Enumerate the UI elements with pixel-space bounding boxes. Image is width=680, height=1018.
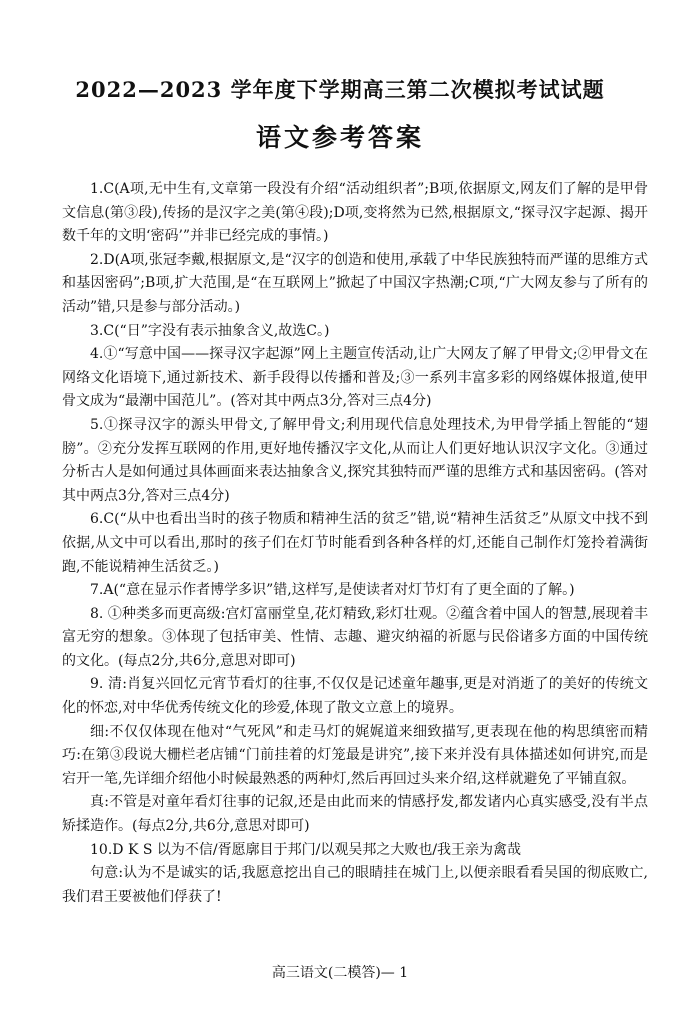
answer-key-heading: 语文参考答案 xyxy=(255,123,424,152)
answer-paragraph: 6.C(“从中也看出当时的孩子物质和精神生活的贫乏”错,说“精神生活贫乏”从原文中找不到依据,从文中可以看出,那时的孩子们在灯节时能看到各种各样的灯,还能自己制作灯笼拎着满街跑,不能说精神生活贫乏。) xyxy=(62,511,648,575)
answer-paragraph: 2.D(A项,张冠李戴,根据原文,是“汉字的创造和使用,承载了中华民族独特而严谨的思维方式和基因密码”;B项,扩大范围,是“在互联网上”掀起了中国汉字热潮;C项,“广大网友参与了所有的活动”错,只是参与部分活动。) xyxy=(62,251,648,315)
exam-title: 2022—2023 学年度下学期高三第二次模拟考试试题 xyxy=(75,77,605,102)
answer-paragraph: 真:不管是对童年看灯往事的记叙,还是由此而来的情感抒发,都发诸内心真实感受,没有半点矫揉造作。(每点2分,共6分,意思对即可) xyxy=(62,794,648,835)
answer-paragraph: 3.C(“日”字没有表示抽象含义,故选C。) xyxy=(90,322,330,339)
answer-paragraph: 9. 清:肖复兴回忆元宵节看灯的往事,不仅仅是记述童年趣事,更是对消逝了的美好的传统文化的怀恋,对中华优秀传统文化的珍爱,体现了散文立意上的境界。 xyxy=(62,676,648,717)
answer-paragraph: 4.①“写意中国——探寻汉字起源”网上主题宣传活动,让广大网友了解了甲骨文;②甲骨文在网络文化语境下,通过新技术、新手段得以传播和普及;③一系列丰富多彩的网络媒体报道,使甲骨文成为“最潮中国范儿”。(答对其中两点3分,答对三点4分) xyxy=(62,346,648,410)
page-footer: 高三语文(二模答)— 1 xyxy=(271,965,409,981)
answer-paragraph: 5.①探寻汉字的源头甲骨文,了解甲骨文;利用现代信息处理技术,为甲骨学插上智能的“翅膀”。②充分发挥互联网的作用,更好地传播汉字文化,从而让人们更好地认识汉字文化。③通过分析古人是如何通过具体画面来表达抽象含义,探究其独特而严谨的思维方式和基因密码。(答对其中两点3分,答对三点4分) xyxy=(62,416,648,504)
answer-paragraph: 7.A(“意在显示作者博学多识”错,这样写,是使读者对灯节灯有了更全面的了解。) xyxy=(90,582,575,599)
answer-paragraph: 10.D K S 以为不信/胥愿廓目于邦门/以观吴邦之大败也/我王亲为禽哉 xyxy=(90,841,522,858)
answer-paragraph: 句意:认为不是诚实的话,我愿意挖出自己的眼睛挂在城门上,以便亲眼看看吴国的彻底败亡,我们君王要被他们俘获了! xyxy=(62,865,648,905)
answer-paragraph: 1.C(A项,无中生有,文章第一段没有介绍“活动组织者”;B项,依据原文,网友们了解的是甲骨文信息(第③段),传扬的是汉字之美(第④段);D项,变将然为已然,根据原文,“探寻汉字起源、揭开数千年的文明‘密码’”并非已经完成的事情。) xyxy=(62,181,648,245)
answer-body xyxy=(62,178,648,909)
answer-paragraph: 细:不仅仅体现在他对“气死风”和走马灯的娓娓道来细致描写,更表现在他的构思缜密而精巧:在第③段说大栅栏老店铺“门前挂着的灯笼最是讲究”,接下来并没有具体描述如何讲究,而是宕开一笔,先详细介绍他小时候最熟悉的两种灯,然后再回过头来介绍,这样就避免了平铺直叙。 xyxy=(62,723,648,787)
answer-paragraph: 8. ①种类多而更高级:宫灯富丽堂皇,花灯精致,彩灯壮观。②蕴含着中国人的智慧,展现着丰富无穷的想象。③体现了包括审美、性情、志趣、避灾纳福的祈愿与民俗诸多方面的中国传统的文化。(每点2分,共6分,意思对即可) xyxy=(62,605,648,669)
